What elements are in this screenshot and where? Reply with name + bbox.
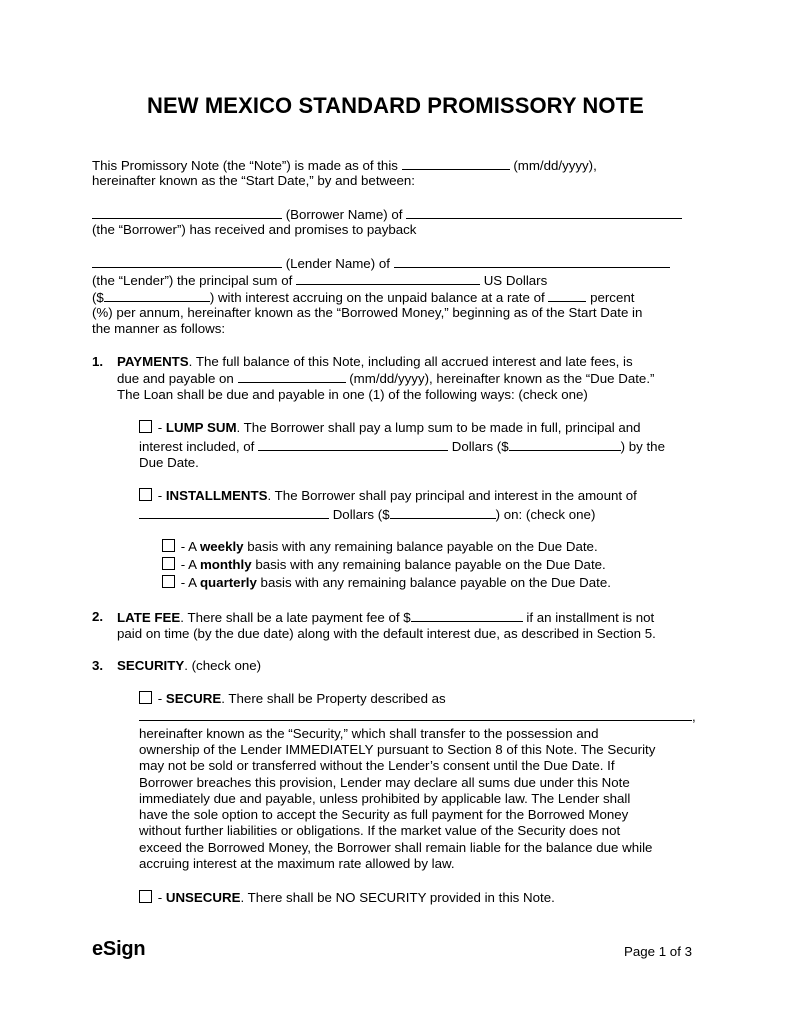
document-title: NEW MEXICO STANDARD PROMISSORY NOTE [147, 93, 644, 118]
secure-text-line: without further liabilities or obligations. If the market value of the Security does not [139, 823, 621, 838]
weekly-checkbox[interactable] [162, 539, 175, 552]
section-3-line-1: SECURITY. (check one) [117, 658, 262, 673]
section-1-heading: PAYMENTS [117, 354, 189, 369]
section-1-number: 1. [92, 354, 104, 369]
secure-text-line: accruing interest at the maximum rate allowed by law. [139, 856, 455, 871]
lender-address-field[interactable] [394, 255, 670, 268]
property-description-field[interactable] [139, 708, 692, 721]
installments-line-1: - INSTALLMENTS. The Borrower shall pay principal and interest in the amount of [139, 488, 637, 504]
section-2-number: 2. [92, 609, 104, 624]
secure-checkbox[interactable] [139, 691, 152, 704]
principal-sum-words-field[interactable] [296, 272, 480, 285]
lender-line-2: (the “Lender”) the principal sum of US Dollars [92, 273, 548, 288]
unsecure-checkbox[interactable] [139, 890, 152, 903]
secure-text-line: ownership of the Lender IMMEDIATELY pursuant to Section 8 of this Note. The Security [139, 742, 656, 757]
borrower-line-2: (the “Borrower”) has received and promises to payback [92, 222, 417, 237]
quarterly-checkbox[interactable] [162, 575, 175, 588]
section-2-line-1: LATE FEE. There shall be a late payment fee of $ if an installment is not [117, 610, 655, 625]
unsecure-line: - UNSECURE. There shall be NO SECURITY provided in this Note. [139, 890, 555, 906]
esign-logo: eSign [92, 938, 146, 960]
lender-line-3: ($ ) with interest accruing on the unpaid balance at a rate of percent [92, 290, 635, 305]
intro-line-1: This Promissory Note (the “Note”) is made as of this (mm/dd/yyyy), [92, 158, 597, 173]
lender-line-1: (Lender Name) of [92, 255, 670, 272]
lump-sum-line-1: - LUMP SUM. The Borrower shall pay a lump sum to be made in full, principal and [139, 420, 641, 436]
section-3-number: 3. [92, 658, 104, 673]
borrower-address-field[interactable] [406, 206, 682, 219]
section-2-line-2: paid on time (by the due date) along with the default interest due, as described in Section 5. [117, 626, 656, 641]
page-number: Page 1 of 3 [623, 944, 692, 959]
borrower-name-field[interactable] [92, 206, 282, 219]
secure-line-1: - SECURE. There shall be Property described as [139, 691, 446, 707]
secure-text-line: immediately due and payable, unless prohibited by applicable law. The Lender shall [139, 791, 631, 806]
secure-text-line: Borrower breaches this provision, Lender may declare all sums due under this Note [139, 775, 630, 790]
installments-line-2: Dollars ($ ) on: (check one) [139, 506, 595, 523]
secure-text-line: have the sole option to accept the Security as full payment for the Borrowed Money [139, 807, 629, 822]
secure-text-line: exceed the Borrowed Money, the Borrower shall remain liable for the balance due while [139, 840, 653, 855]
start-date-field[interactable] [402, 157, 510, 170]
lender-line-5: the manner as follows: [92, 321, 226, 336]
section-1-line-1: PAYMENTS. The full balance of this Note, including all accrued interest and late fees, is [117, 354, 633, 369]
secure-text-line: hereinafter known as the “Security,” which shall transfer to the possession and [139, 726, 599, 741]
installments-checkbox[interactable] [139, 488, 152, 501]
installment-number-field[interactable] [390, 506, 496, 519]
intro-line-2: hereinafter known as the “Start Date,” by and between: [92, 173, 416, 188]
lump-sum-words-field[interactable] [258, 438, 448, 451]
lump-sum-checkbox[interactable] [139, 420, 152, 433]
section-1-line-2: due and payable on (mm/dd/yyyy), hereinafter known as the “Due Date.” [117, 371, 655, 386]
installment-words-field[interactable] [139, 506, 329, 519]
monthly-checkbox[interactable] [162, 557, 175, 570]
option-weekly: - A weekly basis with any remaining balance payable on the Due Date. [162, 539, 598, 555]
lump-sum-number-field[interactable] [509, 438, 621, 451]
due-date-field[interactable] [238, 370, 346, 383]
lump-sum-line-2: interest included, of Dollars ($ ) by the [139, 439, 665, 454]
borrower-line-1: (Borrower Name) of [92, 206, 682, 223]
lender-line-4: (%) per annum, hereinafter known as the “Borrowed Money,” beginning as of the Start Date in [92, 305, 643, 320]
section-2-heading: LATE FEE [117, 610, 181, 625]
secure-property-line: , [139, 708, 696, 725]
section-1-line-3: The Loan shall be due and payable in one (1) of the following ways: (check one) [117, 387, 588, 402]
lump-sum-line-3: Due Date. [139, 455, 199, 470]
principal-sum-number-field[interactable] [104, 289, 210, 302]
option-monthly: - A monthly basis with any remaining balance payable on the Due Date. [162, 557, 606, 573]
section-3-heading: SECURITY [117, 658, 185, 673]
secure-text-line: may not be sold or transferred without the Lender’s consent until the Due Date. If [139, 758, 615, 773]
interest-rate-field[interactable] [548, 289, 586, 302]
late-fee-field[interactable] [411, 609, 523, 622]
option-quarterly: - A quarterly basis with any remaining balance payable on the Due Date. [162, 575, 611, 591]
lender-name-field[interactable] [92, 255, 282, 268]
